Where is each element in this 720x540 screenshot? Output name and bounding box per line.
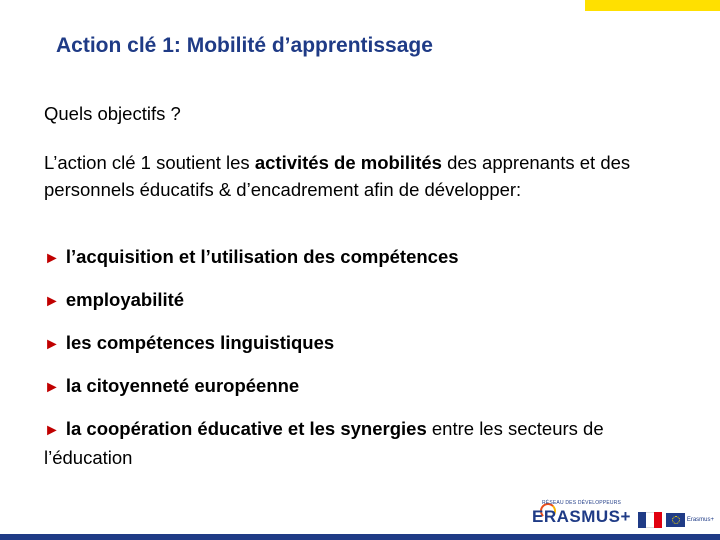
bullet-item — [44, 415, 684, 471]
eu-logo-text: Erasmus+ — [686, 517, 714, 523]
arrow-bullet-icon: ► — [44, 293, 60, 310]
intro-paragraph — [44, 149, 684, 203]
bullet-text-bold: la citoyenneté européenne — [65, 375, 300, 396]
bullet-item — [44, 329, 684, 358]
logo-small-text: RÉSEAU DES DÉVELOPPEURS — [542, 500, 622, 506]
arrow-bullet-icon: ► — [44, 336, 60, 353]
arrow-bullet-icon: ► — [44, 379, 60, 396]
french-flag-icon — [638, 512, 662, 528]
bullet-item — [44, 286, 684, 315]
erasmus-network-logo — [530, 500, 630, 532]
top-accent-bar — [585, 0, 720, 11]
arrow-bullet-icon: ► — [44, 250, 60, 267]
bullet-text-bold: les compétences linguistiques — [65, 332, 335, 353]
intro-text-after: des apprenants et des personnels éducatifs & d’encadrement afin de développer: — [44, 152, 631, 200]
bullet-text-rest: entre les secteurs de l’éducation — [44, 418, 604, 468]
intro-text-bold: activités de mobilités — [254, 152, 442, 173]
arrow-bullet-icon: ► — [44, 422, 60, 439]
bullet-text-bold: l’acquisition et l’utilisation des compétences — [65, 246, 459, 267]
footer-bar — [0, 534, 720, 540]
bullet-text-bold: la coopération éducative et les synergies — [65, 418, 427, 439]
eu-flag-icon — [666, 513, 685, 527]
intro-text-before: L’action clé 1 soutient les — [44, 152, 255, 173]
slide-title: Action clé 1: Mobilité d’apprentissage — [56, 34, 433, 57]
bullet-item — [44, 243, 684, 272]
eu-erasmus-logo — [666, 512, 714, 528]
question-heading: Quels objectifs ? — [44, 103, 181, 124]
logo-main-text: ERASMUS+ — [532, 507, 631, 526]
slide-content — [44, 100, 684, 485]
bullet-item — [44, 372, 684, 401]
bullet-text-bold: employabilité — [65, 289, 185, 310]
